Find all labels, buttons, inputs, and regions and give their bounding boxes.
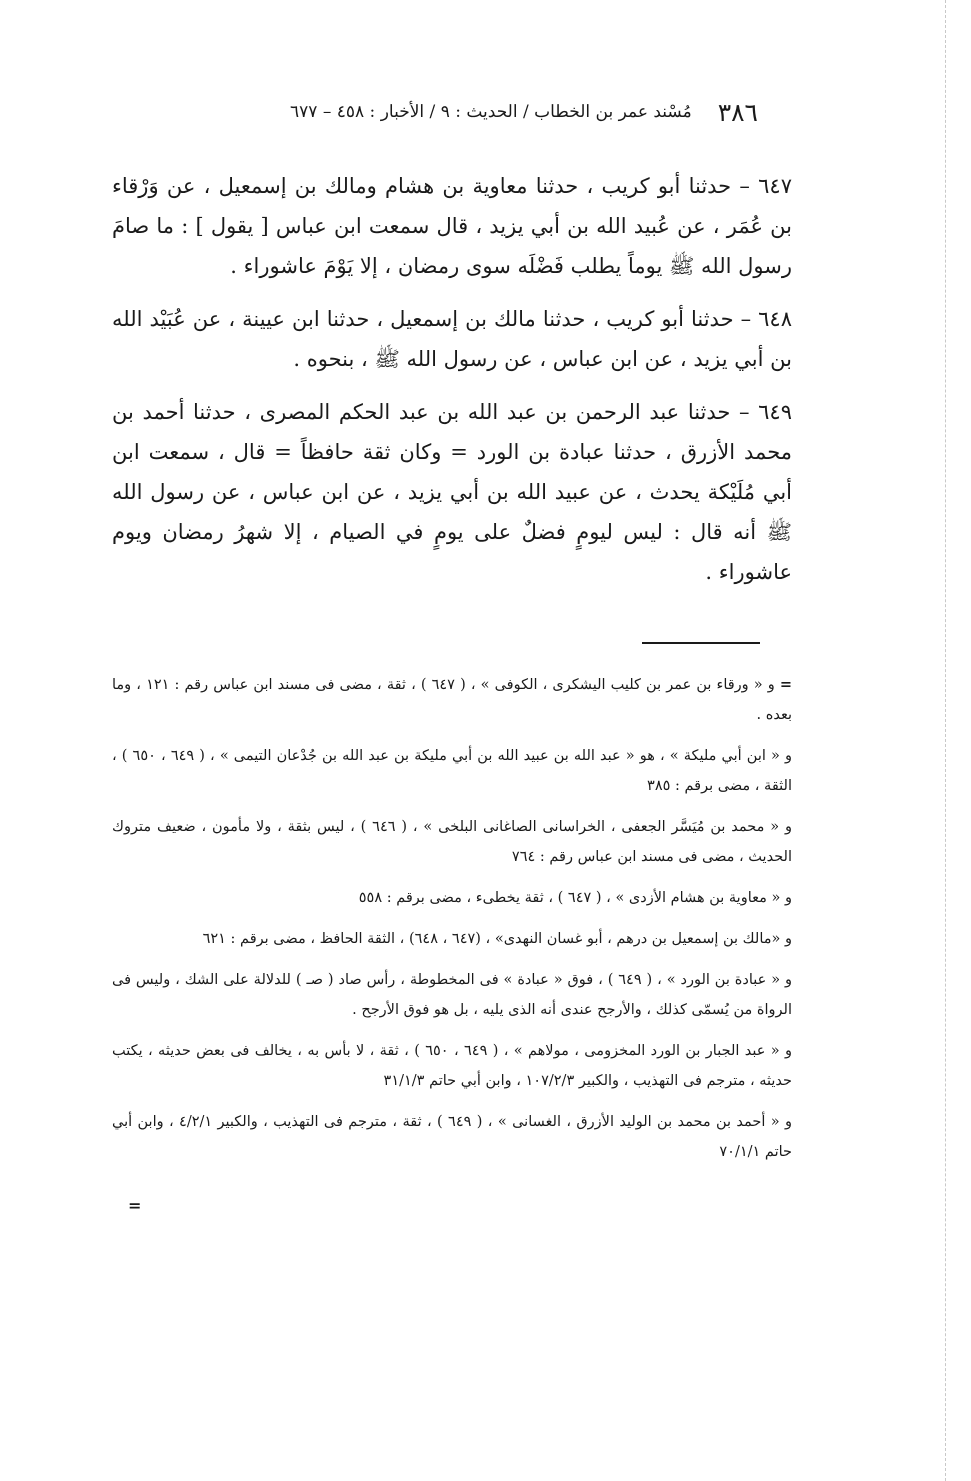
footnote-5: و «مالك بن إسمعيل بن درهم ، أبو غسان النهدى» ، (٦٤٧ ، ٦٤٨) ، الثقة الحافظ ، مضى برقم : ٦٢١ xyxy=(202,931,792,947)
page-number: ٣٨٦ xyxy=(717,97,758,127)
hadith-number: ٦٤٩ xyxy=(758,400,792,424)
footnote-1 xyxy=(112,670,792,730)
footnote-7: و « عبد الجبار بن الورد المخزومى ، مولاهم » ، ( ٦٤٩ ، ٦٥٠ ) ، ثقة ، لا بأس به ، يخالف فى بعض حديثه ، يكتب حديثه ، مترجم فى التهذيب ، والكبير ١٠٧/٢/٣ ، وابن أبي حاتم ٣١/١/٣ xyxy=(112,1043,792,1089)
footnote-8: و « أحمد بن محمد بن الوليد الأزرق ، الغسانى » ، ( ٦٤٩ ) ، ثقة ، مترجم فى التهذيب ، والكبير ٤/٢/١ ، وابن أبي حاتم ٧٠/١/١ xyxy=(112,1114,792,1160)
footnote-text: و « ورقاء بن عمر بن كليب اليشكرى ، الكوفى » ، ( ٦٤٧ ) ، ثقة ، مضى فى مسند ابن عباس رقم : ١٢١ ، وما بعده . xyxy=(112,677,792,723)
running-title: مُسْند عمر بن الخطاب / الحديث : ٩ / الأخبار : ٤٥٨ – ٦٧٧ xyxy=(290,102,692,122)
hadith-number: ٦٤٨ xyxy=(758,307,792,331)
footnote-3: و « محمد بن مُيَسَّر الجعفى ، الخراسانى الصاغانى البلخى » ، ( ٦٤٦ ) ، ليس بثقة ، ولا مأمون ، ضعيف متروك الحديث ، مضى فى مسند ابن عباس رقم : ٧٦٤ xyxy=(112,819,792,865)
footnotes-section xyxy=(112,670,792,1178)
hadith-text: حدثنا عبد الرحمن بن عبد الله بن عبد الحكم المصرى ، حدثنا أحمد بن محمد الأزرق ، حدثنا عبادة بن الورد = وكان ثقة حافظاً = قال ، سمعت ابن أبي مُلَيْكة يحدث ، عن عبيد الله بن أبي يزيد ، عن ابن عباس ، عن رسول الله ﷺ أنه قال : ليس ليومٍ فضلٌ على يومٍ في الصيام ، إلا شهرُ رمضان ويوم عاشوراء . xyxy=(112,400,792,584)
continuation-mark: = xyxy=(779,676,793,693)
page-header xyxy=(130,92,758,132)
footnote-4: و « معاوية بن هشام الأزدى » ، ( ٦٤٧ ) ، ثقة يخطىء ، مضى برقم : ٥٥٨ xyxy=(358,890,792,906)
footnote-6: و « عبادة بن الورد » ، ( ٦٤٩ ) ، فوق « عبادة » فى المخطوطة ، رأس صاد ( صـ ) للدلالة على الشك ، وليس فى الرواة من يُسمّى كذلك ، والأرجح عندى أنه الذى يليه ، بل هو فوق الأرجح . xyxy=(112,972,792,1018)
hadith-text: حدثنا أبو كريب ، حدثنا مالك بن إسمعيل ، حدثنا ابن عيينة ، عن عُبَيْد الله بن أبي يزيد ، عن ابن عباس ، عن رسول الله ﷺ ، بنحوه . xyxy=(112,307,792,371)
hadith-section xyxy=(112,166,792,605)
scan-edge-line xyxy=(945,0,946,1481)
hadith-text: حدثنا أبو كريب ، حدثنا معاوية بن هشام ومالك بن إسمعيل ، عن وَرْقاء بن عُمَر ، عن عُبيد الله بن أبي يزيد ، قال سمعت ابن عباس [ يقول ] : ما صامَ رسول الله ﷺ يوماً يطلب فَضْلَه سوى رمضان ، إلا يَوْمَ عاشوراء . xyxy=(112,174,792,278)
continuation-end-mark: = xyxy=(128,1196,142,1215)
hadith-648: ٦٤٨ – حدثنا أبو كريب ، حدثنا مالك بن إسمعيل ، حدثنا ابن عيينة ، عن عُبَيْد الله بن أبي يزيد ، عن ابن عباس ، عن رسول الله ﷺ ، بنحوه . xyxy=(112,307,792,371)
hadith-649: ٦٤٩ – حدثنا عبد الرحمن بن عبد الله بن عبد الحكم المصرى ، حدثنا أحمد بن محمد الأزرق ، حدثنا عبادة بن الورد = وكان ثقة حافظاً = قال ، سمعت ابن أبي مُلَيْكة يحدث ، عن عبيد الله بن أبي يزيد ، عن ابن عباس ، عن رسول الله ﷺ أنه قال : ليس ليومٍ فضلٌ على يومٍ في الصيام ، إلا شهرُ رمضان ويوم عاشوراء . xyxy=(112,400,792,584)
footnote-divider xyxy=(642,642,760,644)
hadith-number: ٦٤٧ xyxy=(758,174,792,198)
hadith-647: ٦٤٧ – حدثنا أبو كريب ، حدثنا معاوية بن هشام ومالك بن إسمعيل ، عن وَرْقاء بن عُمَر ، عن عُبيد الله بن أبي يزيد ، قال سمعت ابن عباس [ يقول ] : ما صامَ رسول الله ﷺ يوماً يطلب فَضْلَه سوى رمضان ، إلا يَوْمَ عاشوراء . xyxy=(112,174,792,278)
footnote-2: و « ابن أبي مليكة » ، هو « عبد الله بن عبيد الله بن أبي مليكة بن عبد الله بن جُدْعان التيمى » ، ( ٦٤٩ ، ٦٥٠ ) ، الثقة ، مضى برقم : ٣٨٥ xyxy=(112,748,792,794)
